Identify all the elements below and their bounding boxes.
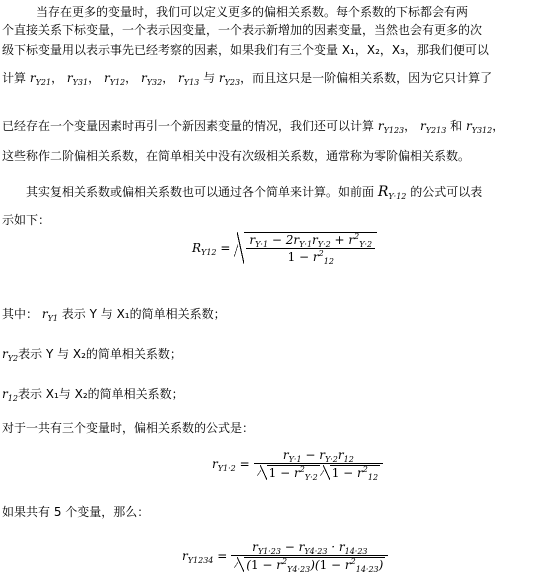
math-r-y213: $r_{Y213}$: [419, 119, 447, 135]
paragraph1-line6: 这些称作二阶偏相关系数，在简单相关中没有次级相关系数，通常称为零阶偏相关系数。: [2, 149, 471, 163]
definition-r-y1: 其中： $r_{Y1}$ 表示 Y 与 X₁的简单相关系数；: [2, 307, 226, 323]
definition-r-12: $r_{12}$表示 X₁与 X₂的简单相关系数；: [2, 387, 184, 403]
formula-multiple-correlation: $R_{Y12}$ = $\frac{r_{Y\cdot 1} - 2r_{Y\cdot 1}r_{Y\cdot 2} + r^2_{Y\cdot 2}}{1 - r^2_{12}}$: [192, 232, 377, 264]
paragraph1-line3: 级下标变量用以表示事先已经考察的因素，如果我们有三个变量 X₁，X₂，X₃，那我们便可以: [2, 43, 489, 57]
math-r-y31: $r_{Y31}$: [66, 71, 89, 87]
three-variable-text: 对于一共有三个变量时，偏相关系数的公式是：: [2, 421, 255, 435]
paragraph2-line1: 其实复相关系数或偏相关系数也可以通过各个简单来计算。如前面 $R_{Y\cdot 12}$ 的公式可以表: [26, 184, 483, 201]
math-r-y12: $r_{Y12}$: [103, 71, 126, 87]
math-r-y2: $r_{Y2}$: [2, 347, 19, 363]
math-r-y123: $r_{Y123}$: [377, 119, 405, 135]
paragraph1-line4: 计算 $r_{Y21}$， $r_{Y31}$， $r_{Y12}$， $r_{Y32}$， $r_{Y13}$ 与 $r_{Y23}$，而且这只是一阶偏相关系数，因为它只计算了: [2, 71, 493, 87]
paragraph1-line5: 已经存在一个变量因素时再引一个新因素变量的情况，我们还可以计算 $r_{Y123}$， $r_{Y213}$ 和 $r_{Y312}$，: [2, 119, 505, 135]
math-r-y312: $r_{Y312}$: [465, 119, 493, 135]
definition-r-y2: $r_{Y2}$表示 Y 与 X₂的简单相关系数；: [2, 347, 182, 363]
paragraph2-line2: 示如下：: [2, 213, 51, 227]
formula-partial-three: $r_{Y1\cdot 2}$ = $\frac{r_{Y\cdot 1} - r_{Y\cdot 2}r_{12}}{1 - r^2_{Y\cdot 2} 1 - r^2_{12}}$: [212, 448, 383, 480]
math-r-y13: $r_{Y13}$: [178, 71, 200, 87]
paragraph1-line1: 当存在更多的变量时，我们可以定义更多的偏相关系数。每个系数的下标都会有两: [36, 5, 469, 19]
paragraph1-line2: 个直接关系下标变量，一个表示因变量，一个表示新增加的因素变量，当然也会有更多的次: [2, 23, 483, 37]
math-r-y1: $r_{Y1}$: [41, 307, 58, 323]
math-r-y23: $r_{Y23}$: [218, 71, 241, 87]
math-r-12: $r_{12}$: [2, 387, 18, 403]
formula-partial-five: $r_{Y1234}$ = $\frac{r_{Y1\cdot 23} - r_{Y4\cdot 23} \cdot r_{14\cdot 23}}{(1 - r^2_{Y4\cdot 23})(1 - r^2_{14\cdot 23})}$: [182, 540, 388, 572]
five-variable-text: 如果共有 5 个变量，那么：: [2, 505, 150, 519]
math-r-y32: $r_{Y32}$: [140, 71, 163, 87]
math-r-y21: $r_{Y21}$: [29, 71, 52, 87]
math-R-y12: $R_{Y\cdot 12}$: [377, 184, 407, 201]
